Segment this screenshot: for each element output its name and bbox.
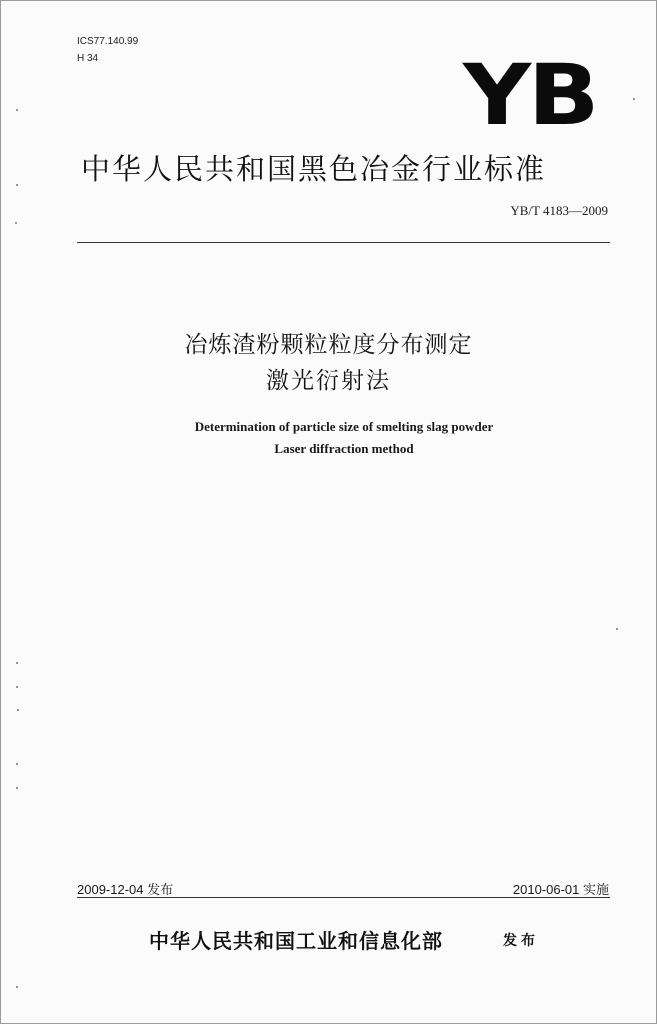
publish-label: 发布	[503, 933, 539, 949]
scan-speck	[16, 686, 18, 688]
scan-speck	[16, 787, 18, 789]
document-title-en-line2: Laser diffraction method	[274, 441, 414, 456]
implementation-date: 2010-06-01 实施	[512, 882, 609, 897]
scan-speck	[616, 628, 618, 630]
scan-speck	[17, 709, 19, 711]
scan-speck	[15, 222, 17, 224]
publisher-name: 中华人民共和国工业和信息化部	[149, 929, 443, 953]
classification-codes	[77, 33, 138, 67]
header-divider	[77, 242, 610, 243]
document-title-cn-line1: 冶炼渣粉颗粒粒度分布测定	[184, 332, 473, 358]
document-title-en-line1: Determination of particle size of smelting slag powder	[194, 419, 494, 434]
scan-speck	[16, 986, 18, 988]
standard-number: YB/T 4183—2009	[510, 203, 608, 218]
document-title-cn-line2: 激光衍射法	[266, 368, 391, 394]
scan-speck	[633, 98, 635, 100]
yb-logo: YB	[463, 46, 597, 144]
ics-code: ICS77.140.99	[77, 36, 139, 47]
issue-date: 2009-12-04 发布	[77, 882, 174, 897]
standard-category-title: 中华人民共和国黑色冶金行业标准	[81, 152, 547, 186]
scan-speck	[16, 763, 18, 765]
scan-speck	[16, 662, 18, 664]
footer-divider	[77, 897, 610, 898]
scan-speck	[16, 184, 18, 186]
scan-speck	[16, 109, 18, 111]
ccs-code: H 34	[77, 53, 99, 64]
